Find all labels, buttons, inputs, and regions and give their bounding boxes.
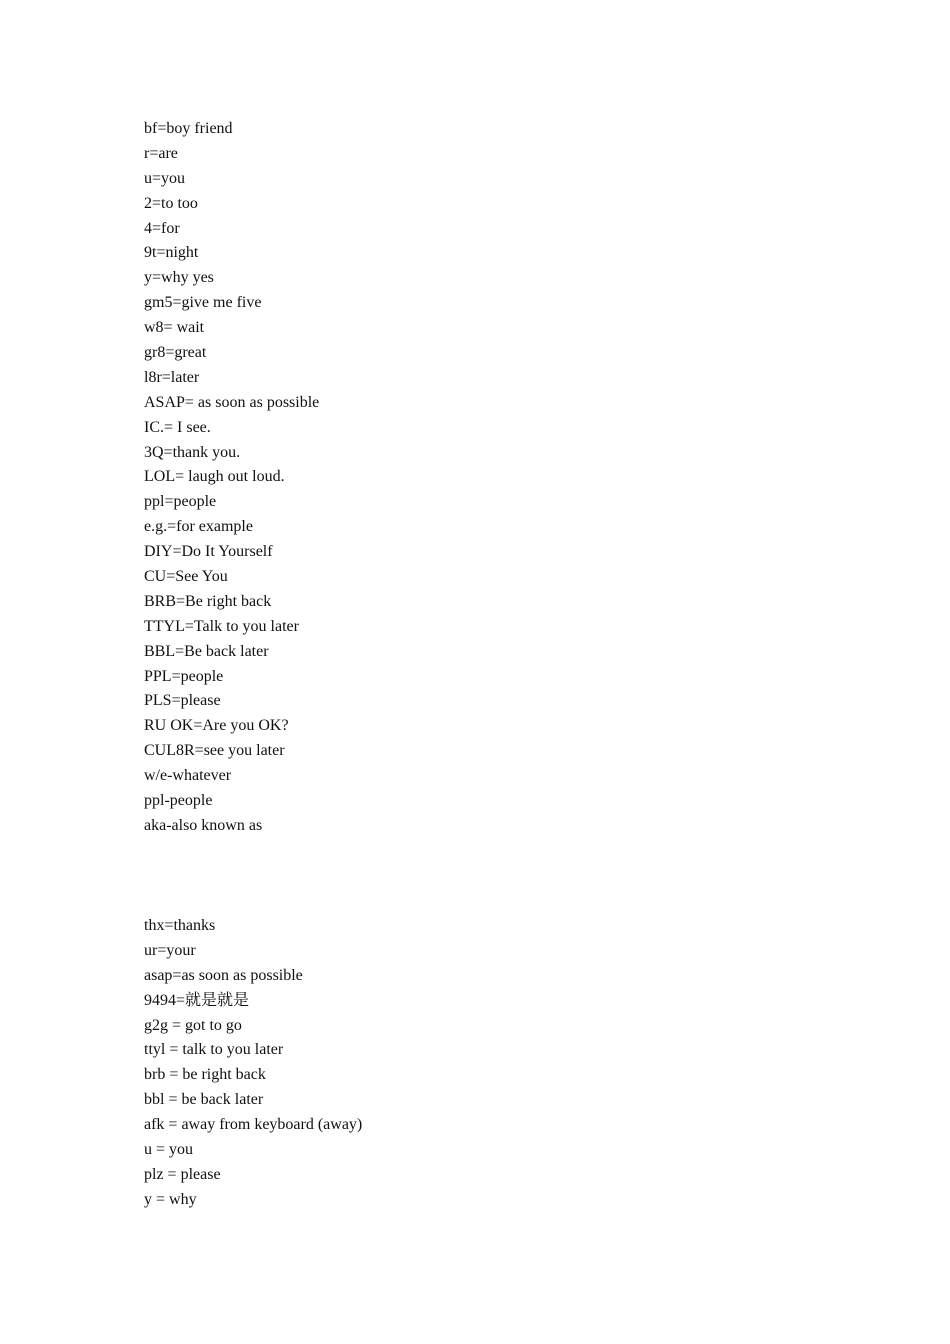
abbreviation-line: w/e-whatever bbox=[144, 767, 232, 785]
abbreviation-line: 4=for bbox=[144, 219, 180, 237]
abbreviation-line: gm5=give me five bbox=[144, 294, 262, 312]
abbreviation-line: gr8=great bbox=[144, 344, 207, 362]
abbreviation-line: 3Q=thank you. bbox=[144, 443, 241, 461]
abbreviation-line: 2=to too bbox=[144, 194, 198, 212]
abbreviation-line: ttyl = talk to you later bbox=[144, 1041, 284, 1059]
abbreviation-line: CU=See You bbox=[144, 568, 228, 586]
abbreviation-line: ASAP= as soon as possible bbox=[144, 393, 320, 411]
abbreviation-line: 9494=就是就是 bbox=[144, 991, 250, 1009]
abbreviation-line: 9t=night bbox=[144, 244, 199, 262]
abbreviation-line: BRB=Be right back bbox=[144, 592, 272, 610]
abbreviation-line: ppl-people bbox=[144, 792, 213, 810]
abbreviation-line: asap=as soon as possible bbox=[144, 966, 303, 984]
abbreviation-line: r=are bbox=[144, 144, 178, 162]
abbreviation-line: TTYL=Talk to you later bbox=[144, 617, 299, 635]
abbreviation-line: plz = please bbox=[144, 1165, 221, 1183]
abbreviation-line: l8r=later bbox=[144, 368, 200, 386]
abbreviation-list-2 bbox=[144, 914, 362, 1213]
abbreviation-line: BBL=Be back later bbox=[144, 642, 269, 660]
abbreviation-line: ur=your bbox=[144, 941, 196, 959]
abbreviation-line: PLS=please bbox=[144, 692, 221, 710]
abbreviation-line: IC.= I see. bbox=[144, 418, 211, 436]
abbreviation-line: aka-also known as bbox=[144, 816, 263, 834]
abbreviation-line: bbl = be back later bbox=[144, 1091, 264, 1109]
abbreviation-line: u = you bbox=[144, 1141, 194, 1159]
abbreviation-line: y = why bbox=[144, 1190, 197, 1208]
abbreviation-line: PPL=people bbox=[144, 667, 224, 685]
abbreviation-line: afk = away from keyboard (away) bbox=[144, 1116, 363, 1134]
abbreviation-line: brb = be right back bbox=[144, 1066, 266, 1084]
abbreviation-line: CUL8R=see you later bbox=[144, 742, 285, 760]
abbreviation-line: g2g = got to go bbox=[144, 1016, 242, 1034]
abbreviation-line: bf=boy friend bbox=[144, 120, 233, 137]
abbreviation-line: y=why yes bbox=[144, 269, 214, 287]
abbreviation-line: thx=thanks bbox=[144, 917, 216, 934]
abbreviation-line: ppl=people bbox=[144, 493, 217, 511]
abbreviation-line: w8= wait bbox=[144, 319, 205, 337]
abbreviation-list-1 bbox=[144, 117, 319, 839]
abbreviation-line: e.g.=for example bbox=[144, 518, 253, 536]
abbreviation-line: DIY=Do It Yourself bbox=[144, 543, 273, 561]
abbreviation-line: u=you bbox=[144, 169, 186, 187]
abbreviation-line: LOL= laugh out loud. bbox=[144, 468, 285, 486]
abbreviation-line: RU OK=Are you OK? bbox=[144, 717, 289, 735]
